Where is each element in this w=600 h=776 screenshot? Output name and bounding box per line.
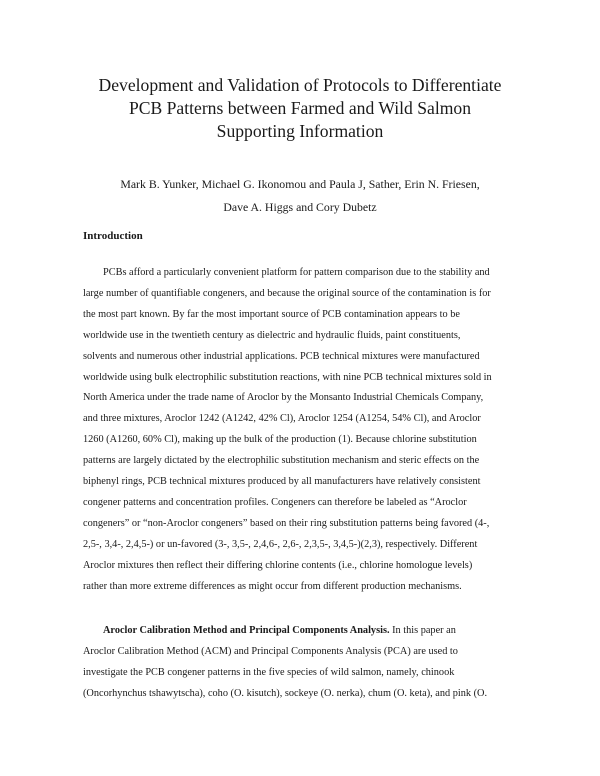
paragraph-line: (Oncorhynchus tshawytscha), coho (O. kisutch), sockeye (O. nerka), chum (O. keta), and pink (O. [83, 687, 488, 699]
paper-title [40, 74, 560, 143]
introduction-paragraph [83, 263, 517, 598]
author-list [40, 173, 560, 219]
paragraph-line: large number of quantifiable congeners, and because the original source of the contamination is for [83, 287, 491, 299]
title-line-3: Supporting Information [216, 121, 384, 141]
paragraph-line: North America under the trade name of Aroclor by the Monsanto Industrial Chemicals Company, [83, 392, 484, 404]
aroclor-method-paragraph [83, 621, 517, 705]
paragraph-line: PCBs afford a particularly convenient platform for pattern comparison due to the stability and [103, 267, 490, 278]
paragraph-first-line [83, 621, 517, 642]
paragraph-line: rather than more extreme differences as might occur from different production mechanisms. [83, 580, 462, 592]
paragraph-line: congener patterns and concentration profiles. Congeners can therefore be labeled as “Aroclor [83, 496, 467, 508]
paragraph-line: worldwide using bulk electrophilic substitution reactions, with nine PCB technical mixtures sold in [83, 371, 492, 383]
paragraph-line: biphenyl rings, PCB technical mixtures produced by all manufacturers have relatively consistent [83, 476, 481, 488]
paragraph-line: Aroclor Calibration Method (ACM) and Principal Components Analysis (PCA) are used to [83, 645, 458, 657]
run-in-heading: Aroclor Calibration Method and Principal Components Analysis. [103, 625, 390, 636]
section-heading: Introduction [83, 230, 143, 242]
title-line-1: Development and Validation of Protocols to Differentiate [98, 75, 502, 95]
paragraph-line: and three mixtures, Aroclor 1242 (A1242, 42% Cl), Aroclor 1254 (A1254, 54% Cl), and Aroclor [83, 413, 481, 425]
paragraph-line: 1260 (A1260, 60% Cl), making up the bulk of the production (1). Because chlorine substitution [83, 434, 477, 446]
paragraph-line: the most part known. By far the most important source of PCB contamination appears to be [83, 308, 460, 320]
author-line-2: Dave A. Higgs and Cory Dubetz [223, 200, 377, 214]
paragraph-line: patterns are largely dictated by the electrophilic substitution mechanism and steric effects on the [83, 455, 480, 467]
paragraph-line: worldwide use in the twentieth century as dielectric and hydraulic fluids, paint constituents, [83, 329, 461, 341]
title-line-2: PCB Patterns between Farmed and Wild Salmon [128, 98, 471, 118]
paragraph-line: 2,5-, 3,4-, 2,4,5-) or un-favored (3-, 3,5-, 2,4,6-, 2,6-, 2,3,5-, 3,4,5-)(2,3), respectively. Different [83, 538, 478, 550]
paragraph-line: Aroclor mixtures then reflect their differing chlorine contents (i.e., chlorine homologue levels) [83, 559, 473, 571]
paragraph-first-line-text: In this paper an [389, 625, 456, 636]
paragraph-line: investigate the PCB congener patterns in the five species of wild salmon, namely, chinook [83, 666, 455, 678]
author-line-1: Mark B. Yunker, Michael G. Ikonomou and Paula J, Sather, Erin N. Friesen, [120, 177, 480, 191]
paragraph-line: congeners” or “non-Aroclor congeners” based on their ring substitution patterns being favored (4-, [83, 517, 490, 529]
paragraph-line: solvents and numerous other industrial applications. PCB technical mixtures were manufactured [83, 350, 480, 362]
